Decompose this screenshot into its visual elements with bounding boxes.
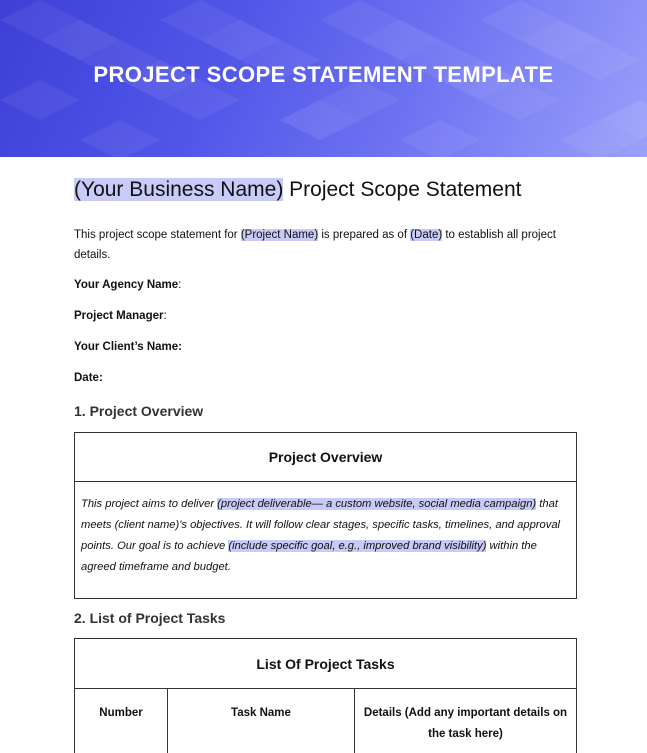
header-banner bbox=[0, 0, 647, 157]
project-name-placeholder: (Project Name) bbox=[240, 229, 319, 241]
goal-placeholder: (include specific goal, e.g., improved brand visibility) bbox=[228, 540, 487, 552]
banner-title: PROJECT SCOPE STATEMENT TEMPLATE bbox=[93, 62, 554, 87]
field-client-name bbox=[74, 341, 182, 353]
intro-text-3: to establish all project details. bbox=[74, 229, 556, 261]
document-title bbox=[74, 178, 521, 202]
overview-box-title: Project Overview bbox=[75, 433, 576, 482]
field-label: Your Agency Name bbox=[74, 279, 179, 291]
project-overview-box bbox=[74, 432, 577, 599]
field-agency-name bbox=[74, 279, 181, 291]
overview-box-body bbox=[75, 482, 576, 578]
tasks-table-title: List Of Project Tasks bbox=[75, 639, 576, 689]
section-heading-overview: 1. Project Overview bbox=[74, 403, 204, 419]
column-header-details: Details (Add any important details on the task here) bbox=[363, 707, 568, 740]
field-date bbox=[74, 372, 103, 384]
date-placeholder: (Date) bbox=[410, 229, 443, 241]
deliverable-placeholder: (project deliverable— a custom website, social media campaign) bbox=[217, 498, 537, 510]
column-header-task-name: Task Name bbox=[168, 689, 355, 753]
intro-paragraph bbox=[74, 225, 574, 265]
field-colon: : bbox=[178, 279, 182, 291]
intro-text-1: This project scope statement for bbox=[74, 229, 241, 241]
business-name-placeholder: (Your Business Name) bbox=[74, 178, 284, 201]
field-project-manager bbox=[74, 310, 167, 322]
field-colon: : bbox=[98, 372, 103, 384]
field-label: Date bbox=[74, 372, 99, 384]
section-heading-tasks: 2. List of Project Tasks bbox=[74, 610, 226, 626]
overview-text-1: This project aims to deliver bbox=[81, 498, 218, 510]
overview-text-2: that meets (client name)'s objectives. It will follow clear stages, specific tasks, timelines, and approval points. Our goal is to achieve bbox=[81, 498, 561, 552]
field-label: Your Client’s Name bbox=[74, 341, 179, 353]
overview-text-3: within the agreed timeframe and budget. bbox=[81, 540, 537, 573]
column-header-number: Number bbox=[75, 689, 168, 753]
document-title-rest: Project Scope Statement bbox=[283, 178, 522, 201]
project-tasks-table bbox=[74, 638, 577, 753]
field-colon: : bbox=[178, 341, 183, 353]
intro-text-2: is prepared as of bbox=[318, 229, 411, 241]
field-colon: : bbox=[163, 310, 167, 322]
tasks-table-header-row bbox=[75, 689, 576, 753]
field-label: Project Manager bbox=[74, 310, 164, 322]
